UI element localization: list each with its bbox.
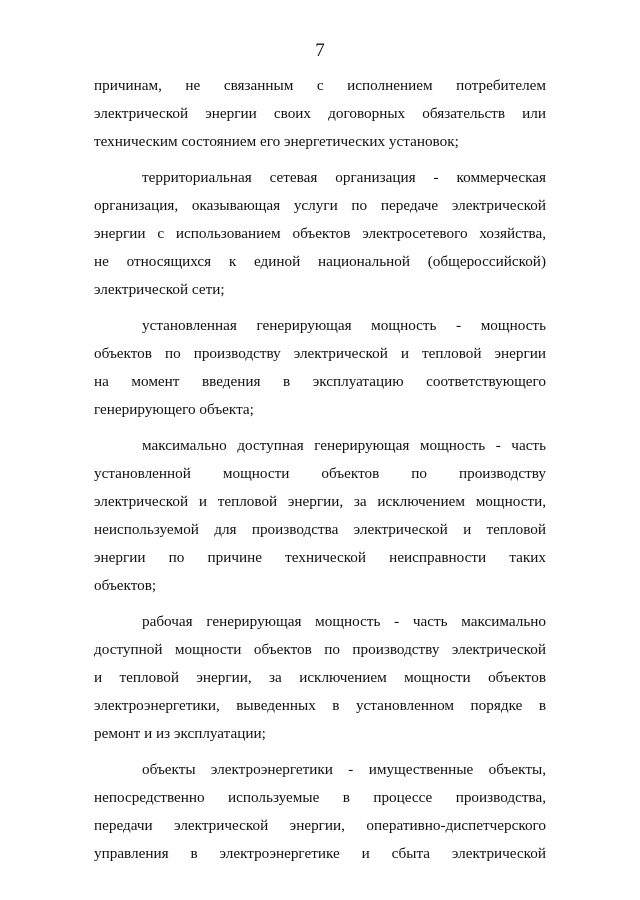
- text-line: территориальная сетевая организация - коммерческая: [142, 169, 546, 186]
- paragraph-continuation: [94, 72, 546, 156]
- text-line: объекты электроэнергетики - имущественные объекты,: [142, 761, 546, 778]
- text-line: не относящихся к единой национальной (общероссийской): [94, 253, 546, 270]
- paragraph-territorial-grid-organization: [94, 164, 546, 304]
- text-line: непосредственно используемые в процессе производства,: [94, 789, 546, 806]
- text-line: на момент введения в эксплуатацию соответствующего: [94, 373, 546, 390]
- text-line: установленная генерирующая мощность - мощность: [142, 317, 546, 334]
- text-line: организация, оказывающая услуги по передаче электрической: [94, 197, 546, 214]
- text-line: электрической сети;: [94, 281, 225, 298]
- text-line: объектов по производству электрической и тепловой энергии: [94, 345, 546, 362]
- text-line: электрической энергии своих договорных обязательств или: [94, 105, 546, 122]
- text-line: ремонт и из эксплуатации;: [94, 725, 266, 742]
- text-line: передачи электрической энергии, оперативно-диспетчерского: [94, 817, 546, 834]
- paragraph-power-facilities: [94, 756, 546, 868]
- text-line: неиспользуемой для производства электрической и тепловой: [94, 521, 546, 538]
- text-line: рабочая генерирующая мощность - часть максимально: [142, 613, 546, 630]
- paragraph-installed-capacity: [94, 312, 546, 424]
- text-line: максимально доступная генерирующая мощность - часть: [142, 437, 546, 454]
- text-line: доступной мощности объектов по производству электрической: [94, 641, 546, 658]
- text-line: электрической и тепловой энергии, за исключением мощности,: [94, 493, 546, 510]
- text-line: установленной мощности объектов по производству: [94, 465, 546, 482]
- text-line: генерирующего объекта;: [94, 401, 254, 418]
- text-line: энергии по причине технической неисправности таких: [94, 549, 546, 566]
- page-number: 7: [315, 40, 325, 61]
- text-line: и тепловой энергии, за исключением мощности объектов: [94, 669, 546, 686]
- text-line: причинам, не связанным с исполнением потребителем: [94, 77, 546, 94]
- text-line: техническим состоянием его энергетических установок;: [94, 133, 459, 150]
- text-line: управления в электроэнергетике и сбыта электрической: [94, 845, 546, 862]
- document-body: [94, 72, 546, 876]
- paragraph-max-available-capacity: [94, 432, 546, 600]
- paragraph-working-capacity: [94, 608, 546, 748]
- text-line: энергии с использованием объектов электросетевого хозяйства,: [94, 225, 546, 242]
- text-line: объектов;: [94, 577, 157, 594]
- text-line: электроэнергетики, выведенных в установленном порядке в: [94, 697, 546, 714]
